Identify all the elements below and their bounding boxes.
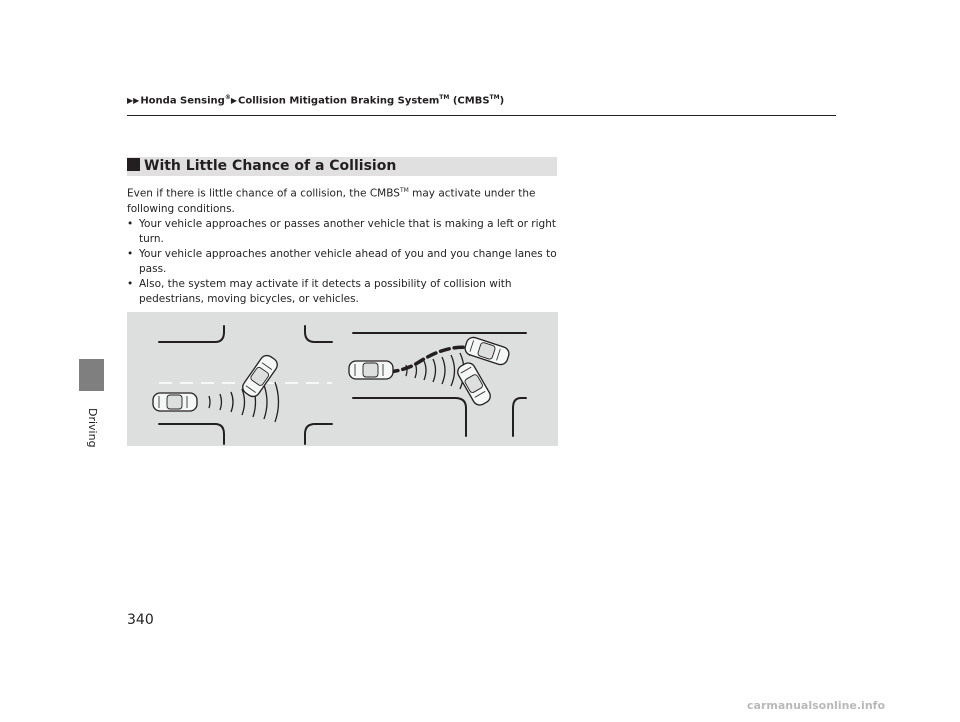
own-vehicle-left: [153, 393, 197, 411]
intro-text-cont: may activate under the following conditions.: [127, 187, 536, 215]
registered-mark: ®: [224, 94, 231, 101]
own-vehicle-right: [349, 361, 393, 379]
square-bullet-icon: [127, 158, 140, 171]
chapter-label: Driving: [86, 408, 99, 448]
body-text: [127, 183, 567, 307]
trademark: TM: [399, 187, 409, 194]
list-item: [127, 217, 567, 247]
header-divider: [127, 115, 836, 116]
passing-vehicle: [463, 336, 510, 367]
triangle-right-icon: ▶▶: [127, 96, 140, 106]
bullet-icon: •: [127, 247, 134, 260]
trademark: TM: [439, 94, 450, 101]
breadcrumb-item-cmbs[interactable]: Collision Mitigation Braking System: [237, 95, 440, 107]
list-item: [127, 247, 567, 277]
breadcrumb-cmbs-abbrev: (CMBS: [449, 95, 490, 107]
intersection-diagram: [127, 312, 558, 446]
page-number: 340: [127, 612, 154, 628]
bullet-icon: •: [127, 217, 134, 230]
section-title-text: With Little Chance of a Collision: [144, 158, 397, 174]
breadcrumb-close-paren: ): [499, 95, 505, 107]
section-title: [127, 157, 396, 176]
chapter-tab: [79, 359, 104, 391]
intro-text: Even if there is little chance of a collision, the CMBS: [127, 187, 400, 200]
breadcrumb: [127, 94, 504, 106]
list-item: [127, 277, 567, 307]
bullet-icon: •: [127, 277, 134, 290]
breadcrumb-item-honda-sensing[interactable]: Honda Sensing: [140, 95, 225, 107]
turning-vehicle-left: [240, 353, 280, 399]
intro-paragraph: [127, 183, 567, 217]
list-item-text: Your vehicle approaches another vehicle ahead of you and you change lanes to pass.: [139, 247, 557, 275]
list-item-text: Your vehicle approaches or passes another vehicle that is making a left or right turn.: [139, 217, 556, 245]
watermark: carmanualsonline.info: [747, 699, 885, 712]
collision-illustration: [127, 312, 558, 446]
trademark: TM: [489, 94, 500, 101]
list-item-text: Also, the system may activate if it detects a possibility of collision with pedestrians, moving bicycles, or vehicles.: [139, 277, 512, 305]
triangle-right-icon: ▶: [230, 96, 237, 106]
turning-vehicle-right: [455, 360, 493, 407]
